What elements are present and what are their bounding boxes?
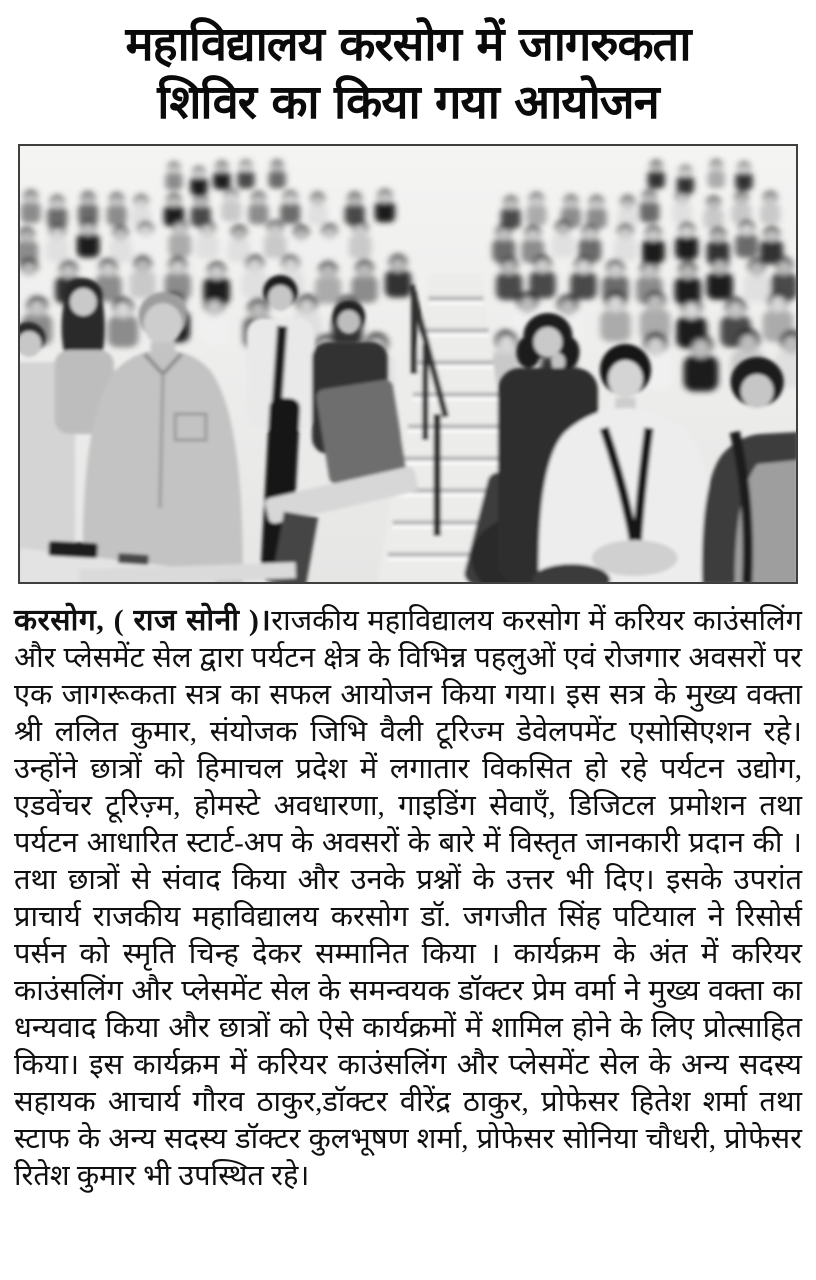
headline-line-1: महाविद्यालय करसोग में जागरुकता [125,17,691,72]
article-body [14,602,802,1195]
headline-line-2: शिविर का किया गया आयोजन [157,75,659,130]
article-photo [20,146,796,582]
dateline: करसोग, ( राज सोनी )। [14,604,272,637]
photo-frame [18,144,798,584]
article-headline [8,16,808,132]
article-text: राजकीय महाविद्यालय करसोग में करियर काउंसलिंग और प्लेसमेंट सेल द्वारा पर्यटन क्षेत्र के विभिन्न पहलुओं एवं रोजगार अवसरों पर एक जागरूकता सत्र का सफल आयोजन किया गया। इस सत्र के मुख्य वक्ता श्री ललित कुमार, संयोजक जिभि वैली टूरिज्म डेवेलपमेंट एसोसिएशन रहे। उन्होंने छात्रों को हिमाचल प्रदेश में लगातार विकसित हो रहे पर्यटन उद्योग, एडवेंचर टूरिज़्म, होमस्टे अवधारणा, गाइडिंग सेवाएँ, डिजिटल प्रमोशन तथा पर्यटन आधारित स्टार्ट-अप के अवसरों के बारे में विस्तृत जानकारी प्रदान की ।तथा छात्रों से संवाद किया और उनके प्रश्नों के उत्तर भी दिए। इसके उपरांत प्राचार्य राजकीय महाविद्यालय करसोग डॉ. जगजीत सिंह पटियाल ने रिसोर्स पर्सन को स्मृति चिन्ह देकर सम्मानित किया । कार्यक्रम के अंत में करियर काउंसलिंग और प्लेसमेंट सेल के समन्वयक डॉक्टर प्रेम वर्मा ने मुख्य वक्ता का धन्यवाद किया और छात्रों को ऐसे कार्यक्रमों में शामिल होने के लिए प्रोत्साहित किया। इस कार्यक्रम में करियर काउंसलिंग और प्लेसमेंट सेल के अन्य सदस्य सहायक आचार्य गौरव ठाकुर,डॉक्टर वीरेंद्र ठाकुर, प्रोफेसर हितेश शर्मा तथा स्टाफ के अन्य सदस्य डॉक्टर कुलभूषण शर्मा, प्रोफेसर सोनिया चौधरी, प्रोफेसर रितेश कुमार भी उपस्थित रहे। [14,605,802,1192]
